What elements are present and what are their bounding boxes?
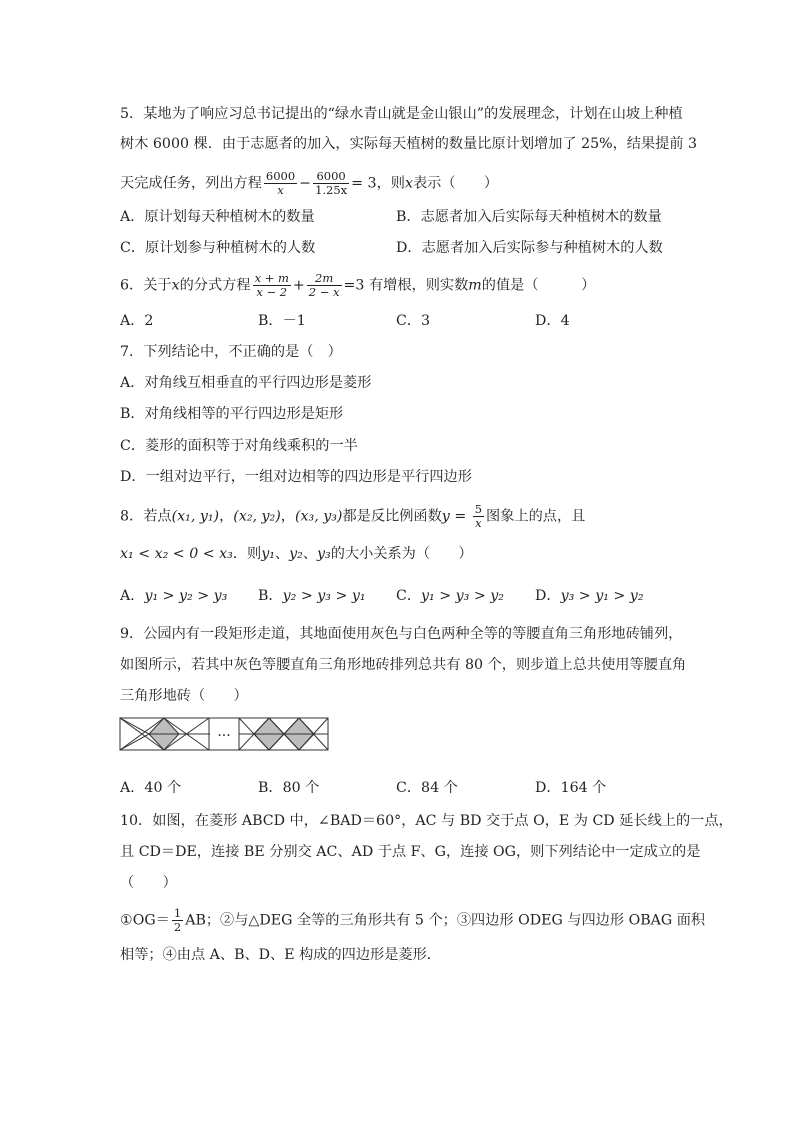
- q6-x: x: [171, 277, 180, 294]
- q6-fraction-2: [307, 272, 342, 299]
- q8-line2-text: ．则: [232, 546, 262, 562]
- q5-fraction-2: [313, 170, 349, 197]
- q10-line5: 相等；④由点 A、B、D、E 构成的四边形是菱形．: [120, 947, 441, 963]
- q8-option-c: [396, 586, 504, 606]
- q10-fraction: [172, 907, 183, 934]
- q5-frac2-numerator: 6000: [316, 169, 346, 183]
- q8-y2: y₂: [289, 546, 303, 562]
- q5-option-d: D．志愿者加入后实际参与种植树木的人数: [396, 240, 663, 256]
- q6-option-d: D．4: [535, 313, 570, 329]
- q8-point-2: (x₂, y₂): [233, 508, 281, 525]
- q5-var: x: [404, 175, 413, 192]
- q9-line1: 9．公园内有一段矩形走道，其地面使用灰色与白色两种全等的等腰直角三角形地砖铺列，: [120, 626, 683, 642]
- q8-line2: [120, 544, 473, 564]
- q7-option-b: B．对角线相等的平行四边形是矩形: [120, 406, 344, 422]
- q5-line2: 树木 6000 棵．由于志愿者的加入，实际每天植树的数量比原计划增加了 25%，结果提前 3: [120, 136, 698, 152]
- q8-inequality: x₁ < x₂ < 0 < x₃: [120, 546, 233, 562]
- q5-frac1-numerator: 6000: [265, 169, 296, 183]
- q5-option-b: B．志愿者加入后实际每天种植树木的数量: [396, 209, 662, 225]
- q7-option-a: A．对角线互相垂直的平行四边形是菱形: [120, 375, 372, 391]
- q8-eqs: =: [454, 508, 467, 525]
- q9-option-a: A．40 个: [120, 780, 182, 796]
- q8-option-d-label: D．: [535, 588, 561, 604]
- q7-option-d: D．一组对边平行，一组对边相等的四边形是平行四边形: [120, 469, 472, 485]
- q8-option-a-math: y₁ > y₂ > y₃: [144, 588, 228, 604]
- q6-option-b: B．－1: [258, 313, 306, 329]
- q8-y: y: [441, 508, 450, 525]
- q9-option-b: B．80 个: [258, 780, 320, 796]
- q8-c2: 、: [302, 546, 318, 562]
- q5-frac2-denominator: 1.25x: [315, 183, 348, 197]
- q8-frac-denominator: x: [473, 516, 484, 530]
- q6-frac2-denominator: 2 − x: [308, 285, 340, 299]
- q8-mid: 都是反比例函数: [342, 508, 442, 525]
- q10-line3: （ ）: [120, 875, 177, 891]
- q8-y1: y₁: [261, 546, 275, 562]
- q10-line4-b: AB；②与△DEG 全等的三角形共有 5 个；③四边形 ODEG 与四边形 OBAG 面积: [185, 912, 706, 929]
- q10-frac-denominator: 2: [173, 920, 182, 934]
- q8-option-c-math: y₁ > y₃ > y₂: [421, 588, 504, 604]
- q8-option-b: [258, 586, 366, 606]
- q10-line1: 10．如图，在菱形 ABCD 中，∠BAD＝60°，AC 与 BD 交于点 O，E 为 CD 延长线上的一点，: [120, 813, 733, 829]
- tile-ellipsis: ···: [217, 728, 231, 744]
- q6-stem: [120, 272, 595, 299]
- q6-option-a: A．2: [120, 313, 154, 329]
- q8-fraction: [473, 503, 484, 530]
- q8-y3: y₃: [317, 546, 331, 562]
- q8-line2-tail: 的大小关系为（ ）: [330, 546, 473, 562]
- q10-line4: [120, 907, 705, 934]
- q8-pre: 8．若点: [120, 508, 172, 525]
- q8-point-3: (x₃, y₃): [294, 508, 343, 525]
- q9-option-c: C．84 个: [396, 780, 458, 796]
- q8-point-1: (x₁, y₁): [171, 508, 220, 525]
- q6-post: =3 有增根，则实数: [343, 277, 469, 294]
- q6-mid: 的分式方程: [179, 277, 251, 294]
- q5-line3: [120, 170, 498, 197]
- q7-option-c: C．菱形的面积等于对角线乘积的一半: [120, 438, 358, 454]
- q8-post: 图象上的点，且: [486, 508, 586, 525]
- q8-c1: 、: [274, 546, 290, 562]
- q6-pre: 6．关于: [120, 277, 172, 294]
- q5-option-a: A．原计划每天种植树木的数量: [120, 209, 315, 225]
- q6-tail: 的值是（ ）: [481, 277, 596, 294]
- q8-option-b-label: B．: [258, 588, 283, 604]
- q8-option-d: [535, 586, 644, 606]
- q5-eq: = 3，则: [351, 175, 405, 192]
- q5-line3-pre: 天完成任务，列出方程: [120, 175, 262, 192]
- q6-frac1-denominator: x − 2: [253, 285, 291, 299]
- q8-line1: [120, 503, 585, 530]
- q6-m: m: [468, 277, 482, 294]
- q8-frac-numerator: 5: [474, 502, 483, 516]
- q8-sep1: ，: [219, 508, 234, 525]
- q8-option-b-math: y₂ > y₃ > y₁: [282, 588, 366, 604]
- q6-frac2-numerator: 2m: [315, 271, 334, 285]
- q8-option-a-label: A．: [120, 588, 145, 604]
- q5-fraction-1: [264, 170, 297, 197]
- q5-minus: −: [299, 175, 312, 192]
- q6-fraction-1: [253, 272, 291, 299]
- q5-frac1-denominator: x: [264, 183, 297, 197]
- tile-strip-figure: [119, 716, 331, 752]
- q6-option-c: C．3: [396, 313, 431, 329]
- q5-option-c: C．原计划参与种植树木的人数: [120, 240, 316, 256]
- q9-line3: 三角形地砖（ ）: [120, 688, 248, 704]
- q5-line1: 5．某地为了响应习总书记提出的“绿水青山就是金山银山”的发展理念，计划在山坡上种植: [120, 106, 683, 122]
- q5-line3-post: 表示（ ）: [412, 175, 499, 192]
- q7-stem: 7．下列结论中，不正确的是（ ）: [120, 344, 342, 360]
- q6-frac1-numerator: x + m: [254, 271, 289, 285]
- q10-line4-a: ①OG＝: [120, 912, 170, 929]
- q8-option-a: [120, 586, 227, 606]
- q10-frac-numerator: 1: [173, 906, 182, 920]
- q10-line2: 且 CD＝DE，连接 BE 分别交 AC、AD 于点 F、G，连接 OG，则下列结论中一定成立的是: [120, 844, 701, 860]
- q8-option-c-label: C．: [396, 588, 422, 604]
- q9-option-d: D．164 个: [535, 780, 607, 796]
- q9-line2: 如图所示，若其中灰色等腰直角三角形地砖排列总共有 80 个，则步道上总共使用等腰直角: [120, 657, 687, 673]
- q8-option-d-math: y₃ > y₁ > y₂: [560, 588, 644, 604]
- q6-plus: +: [292, 277, 305, 294]
- q8-sep2: ，: [280, 508, 295, 525]
